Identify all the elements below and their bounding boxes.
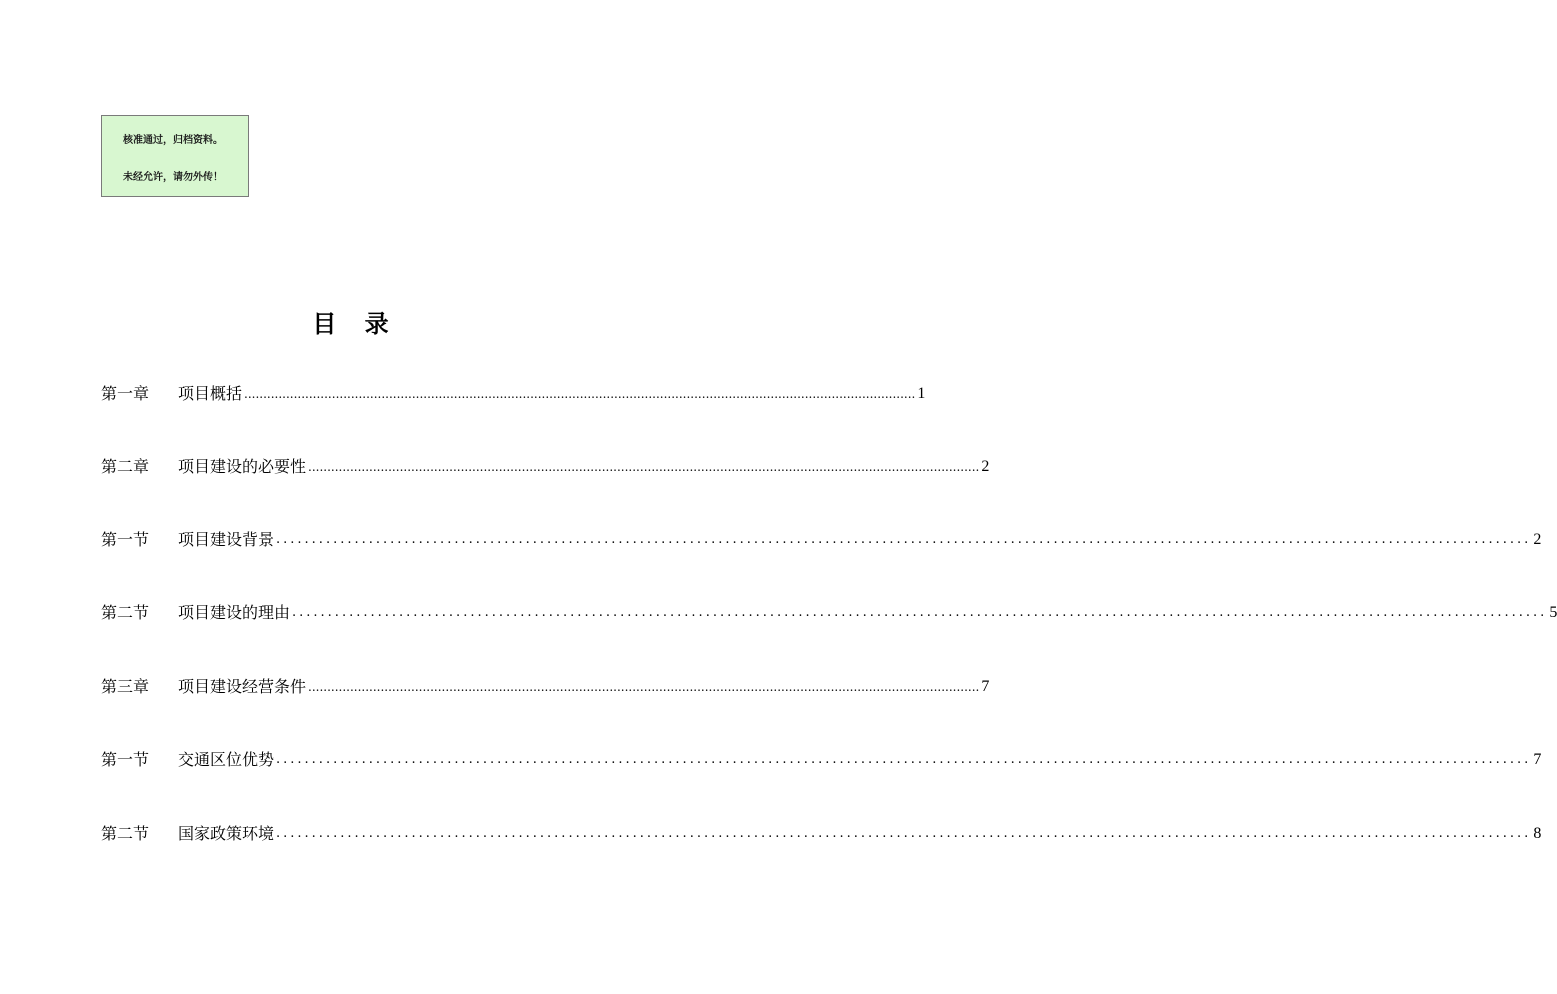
toc-entry-page: 8 bbox=[1533, 825, 1542, 842]
toc-entry[interactable] bbox=[101, 529, 1542, 551]
toc-entry-number: 第一节 bbox=[101, 530, 150, 549]
toc-entry-title: 项目建设的理由 bbox=[178, 603, 291, 622]
toc-entry-page: 5 bbox=[1549, 604, 1557, 621]
toc-leader-dots: ................................................................................................................................................................................ bbox=[276, 752, 1532, 767]
toc-entry-number: 第二节 bbox=[101, 603, 150, 622]
toc-entry[interactable] bbox=[101, 749, 1542, 771]
toc-entry[interactable] bbox=[101, 823, 1542, 845]
toc-leader-dots: ................................................................................................................................................................................ bbox=[244, 387, 916, 401]
toc-entry[interactable] bbox=[101, 602, 1557, 624]
toc-entry-number: 第三章 bbox=[101, 677, 150, 696]
toc-leader-dots: ................................................................................................................................................................................ bbox=[276, 826, 1532, 841]
toc-entry-page: 7 bbox=[981, 678, 990, 695]
toc-entry-number: 第一节 bbox=[101, 750, 150, 769]
toc-entry[interactable] bbox=[101, 456, 990, 478]
stamp-line-approved: 核准通过，归档资料。 bbox=[123, 135, 223, 146]
toc-entry[interactable] bbox=[101, 676, 990, 698]
toc-entry-title: 交通区位优势 bbox=[178, 750, 275, 769]
toc-entry-title: 国家政策环境 bbox=[178, 824, 275, 843]
toc-entry-page: 2 bbox=[981, 458, 990, 475]
toc-entry-title: 项目概括 bbox=[178, 384, 243, 403]
toc-leader-dots: ................................................................................................................................................................................ bbox=[308, 680, 980, 694]
toc-entry-title: 项目建设背景 bbox=[178, 530, 275, 549]
toc-entry-number: 第二节 bbox=[101, 824, 150, 843]
toc-entry-number: 第二章 bbox=[101, 457, 150, 476]
toc-leader-dots: ................................................................................................................................................................................ bbox=[292, 605, 1548, 620]
toc-entry-page: 1 bbox=[917, 385, 926, 402]
approval-stamp-box bbox=[101, 115, 249, 197]
toc-entry-page: 2 bbox=[1533, 531, 1542, 548]
toc-entry-title: 项目建设经营条件 bbox=[178, 677, 307, 696]
toc-entry-number: 第一章 bbox=[101, 384, 150, 403]
toc-leader-dots: ................................................................................................................................................................................ bbox=[308, 460, 980, 474]
stamp-line-confidential: 未经允许，请勿外传！ bbox=[123, 172, 223, 183]
toc-entry[interactable] bbox=[101, 383, 926, 405]
toc-entry-page: 7 bbox=[1533, 751, 1542, 768]
toc-leader-dots: ................................................................................................................................................................................ bbox=[276, 532, 1532, 547]
toc-title: 目 录 bbox=[312, 310, 399, 338]
toc-entry-title: 项目建设的必要性 bbox=[178, 457, 307, 476]
